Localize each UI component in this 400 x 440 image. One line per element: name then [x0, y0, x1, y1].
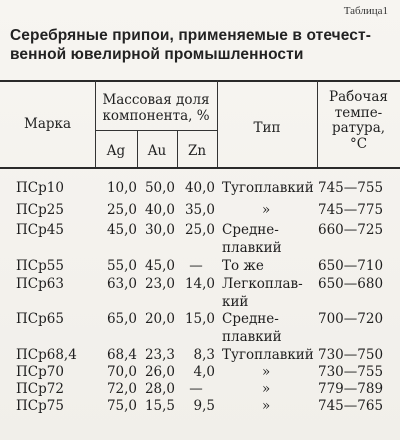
cell-ag: 10,0	[106, 180, 137, 196]
cell-temp: 730—750	[318, 347, 384, 363]
cell-temp: 650—710	[318, 258, 384, 274]
cell-mark: ПСр55	[16, 258, 64, 274]
cell-type-continuation: плавкий	[222, 240, 282, 256]
header-ag: Ag	[106, 143, 126, 159]
cell-temp: 730—755	[318, 364, 384, 380]
cell-au: 40,0	[144, 202, 175, 218]
cell-zn: 4,0	[193, 364, 215, 380]
cell-au: 23,0	[144, 276, 175, 292]
cell-au: 23,3	[144, 347, 175, 363]
cell-mark: ПСр45	[16, 222, 64, 238]
cell-zn: 35,0	[184, 202, 215, 218]
cell-zn: 25,0	[184, 222, 215, 238]
cell-zn: —	[189, 258, 203, 274]
header-temp-line-4: °С	[349, 135, 368, 152]
cell-type: Средне-	[222, 222, 279, 238]
cell-mark: ПСр68,4	[16, 347, 77, 363]
header-temp-line-3: ратура,	[331, 120, 386, 136]
table-header-rule	[0, 167, 400, 169]
cell-zn: 14,0	[184, 276, 215, 292]
table-number-label: Таблица1	[343, 5, 388, 17]
cell-temp: 779—789	[318, 381, 384, 397]
header-mass-fraction-line-2: компонента, %	[102, 108, 210, 124]
cell-mark: ПСр63	[16, 276, 64, 292]
cell-temp: 745—765	[318, 398, 384, 414]
header-au: Au	[147, 143, 167, 159]
cell-ag: 75,0	[106, 398, 137, 414]
header-temp-line-2: темпе-	[334, 104, 383, 121]
header-zn: Zn	[187, 143, 207, 159]
header-type: Тип	[253, 120, 281, 136]
cell-au: 28,0	[144, 381, 175, 397]
cell-type: Тугоплавкий	[222, 180, 314, 196]
cell-au: 15,5	[144, 398, 175, 414]
header-mark: Марка	[24, 116, 71, 132]
cell-au: 26,0	[144, 364, 175, 380]
cell-au: 20,0	[144, 311, 175, 327]
cell-temp: 650—680	[318, 276, 384, 292]
cell-zn: —	[189, 381, 203, 397]
cell-ag: 68,4	[106, 347, 137, 363]
cell-au: 45,0	[144, 258, 175, 274]
cell-type: То же	[222, 258, 264, 274]
cell-ag: 70,0	[106, 364, 137, 380]
cell-ag: 63,0	[106, 276, 137, 292]
header-temp-line-1: Рабочая	[329, 89, 388, 105]
cell-temp: 745—755	[318, 180, 384, 196]
cell-au: 50,0	[144, 180, 175, 196]
cell-type: »	[262, 364, 271, 380]
cell-mark: ПСр70	[16, 364, 64, 380]
table-title-line-2: венной ювелирной промышленности	[10, 46, 304, 63]
cell-type: Средне-	[222, 311, 279, 327]
table-title	[10, 26, 392, 64]
cell-mark: ПСр25	[16, 202, 64, 218]
header-mass-fraction	[95, 92, 217, 124]
cell-zn: 8,3	[193, 347, 215, 363]
table-top-rule	[0, 80, 400, 82]
cell-type: »	[262, 398, 271, 414]
cell-type: Тугоплавкий	[222, 347, 314, 363]
cell-mark: ПСр65	[16, 311, 64, 327]
header-subrule-fraction	[95, 130, 217, 131]
cell-ag: 45,0	[106, 222, 137, 238]
cell-ag: 25,0	[106, 202, 137, 218]
cell-temp: 700—720	[318, 311, 384, 327]
cell-type: »	[262, 202, 271, 218]
cell-ag: 55,0	[106, 258, 137, 274]
cell-type-continuation: кий	[222, 294, 249, 310]
cell-zn: 40,0	[184, 180, 215, 196]
cell-au: 30,0	[144, 222, 175, 238]
cell-temp: 660—725	[318, 222, 384, 238]
cell-type: »	[262, 381, 271, 397]
cell-temp: 745—775	[318, 202, 384, 218]
cell-ag: 65,0	[106, 311, 137, 327]
header-mass-fraction-line-1: Массовая доля	[102, 92, 210, 108]
table-title-line-1: Серебряные припои, применяемые в отечест-	[10, 27, 371, 44]
cell-type-continuation: плавкий	[222, 329, 282, 345]
cell-type: Легкоплав-	[222, 276, 303, 292]
cell-mark: ПСр72	[16, 381, 64, 397]
header-working-temperature	[317, 90, 400, 152]
cell-mark: ПСр10	[16, 180, 64, 196]
cell-mark: ПСр75	[16, 398, 64, 414]
cell-zn: 9,5	[193, 398, 215, 414]
cell-zn: 15,0	[184, 311, 215, 327]
cell-ag: 72,0	[106, 381, 137, 397]
